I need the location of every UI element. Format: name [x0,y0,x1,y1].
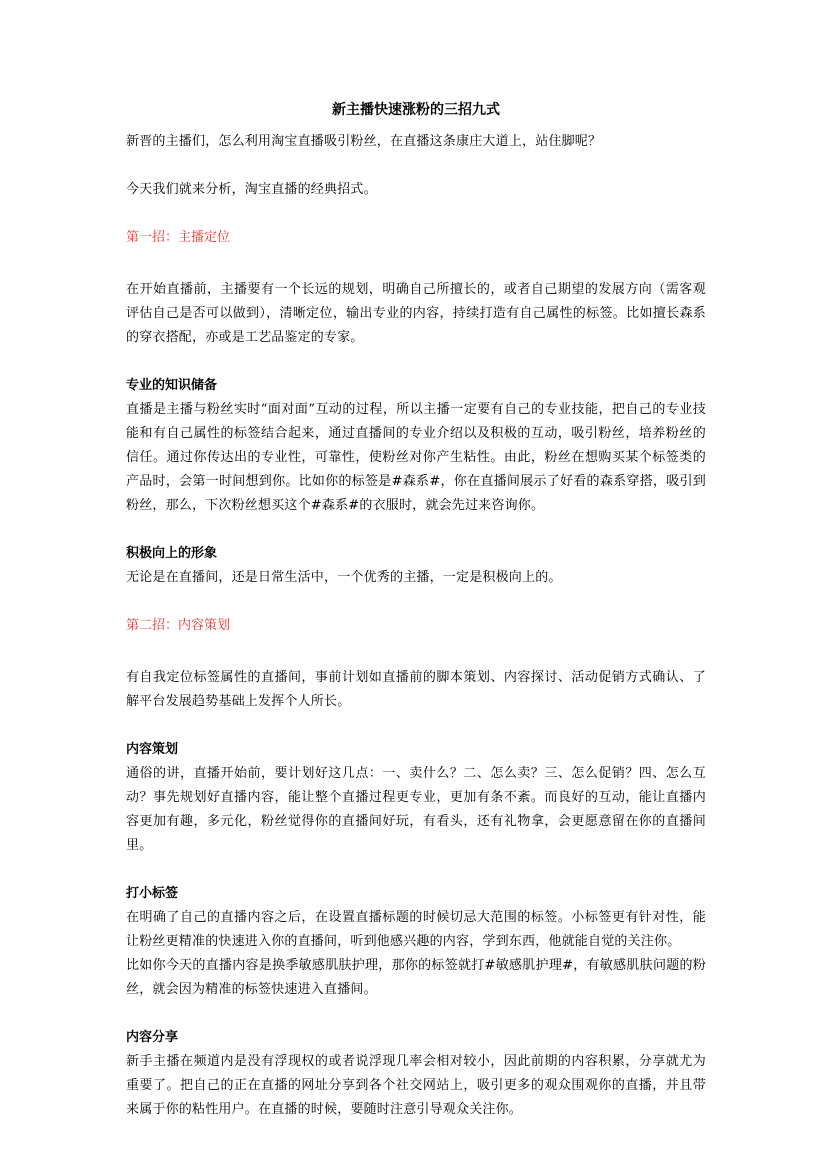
tags-body-1: 在明确了自己的直播内容之后，在设置直播标题的时候切忌大范围的标签。小标签更有针对性，能让粉丝更精准的快速进入你的直播间，听到他感兴趣的内容，学到东西，他就能自觉的关注你。 [126,910,706,949]
intro-paragraph-2: 今天我们就来分析，淘宝直播的经典招式。 [126,182,377,197]
tags-body-2: 比如你今天的直播内容是换季敏感肌肤护理，那你的标签就打#敏感肌护理#，有敏感肌肤问题的粉丝，就会因为精准的标签快速进入直播间。 [126,958,706,997]
share-heading: 内容分享 [126,1030,179,1045]
move1-body: 在开始直播前，主播要有一个长远的规划，明确自己所擅长的，或者自己期望的发展方向（需客观评估自己是否可以做到），清晰定位，输出专业的内容，持续打造有自己属性的标签。比如擅长森系的穿衣搭配，亦或是工艺品鉴定的专家。 [126,282,706,345]
move2-body: 有自我定位标签属性的直播间，事前计划如直播前的脚本策划、内容探讨、活动促销方式确认、了解平台发展趋势基础上发挥个人所长。 [126,670,706,709]
planning-body: 通俗的讲，直播开始前，要计划好这几点：一、卖什么？二、怎么卖？三、怎么促销？四、怎么互动？事先规划好直播内容，能让整个直播过程更专业，更加有条不紊。而良好的互动，能让直播内容更加有趣，多元化，粉丝觉得你的直播间好玩，有看头，还有礼物拿，会更愿意留在你的直播间里。 [126,766,706,853]
document-page [126,98,706,1122]
knowledge-body: 直播是主播与粉丝实时“面对面”互动的过程，所以主播一定要有自己的专业技能，把自己的专业技能和有自己属性的标签结合起来，通过直播间的专业介绍以及积极的互动，吸引粉丝，培养粉丝的信任。通过你传达出的专业性，可靠性，使粉丝对你产生粘性。由此，粉丝在想购买某个标签类的产品时，会第一时间想到你。比如你的标签是#森系#，你在直播间展示了好看的森系穿搭，吸引到粉丝，那么，下次粉丝想买这个#森系#的衣服时，就会先过来咨询你。 [126,402,706,513]
knowledge-heading: 专业的知识储备 [126,378,218,393]
intro-paragraph-1: 新晋的主播们，怎么利用淘宝直播吸引粉丝，在直播这条康庄大道上，站住脚呢？ [126,134,602,149]
image-heading: 积极向上的形象 [126,546,218,561]
share-body: 新手主播在频道内是没有浮现权的或者说浮现几率会相对较小，因此前期的内容积累，分享就尤为重要了。把自己的正在直播的网址分享到各个社交网站上，吸引更多的观众围观你的直播，并且带来属于你的粘性用户。在直播的时候，要随时注意引导观众关注你。 [126,1054,706,1117]
image-body: 无论是在直播间，还是日常生活中，一个优秀的主播，一定是积极向上的。 [126,570,562,585]
planning-heading: 内容策划 [126,742,179,757]
move2-heading: 第二招：内容策划 [126,618,231,633]
tags-heading: 打小标签 [126,886,179,901]
move1-heading: 第一招：主播定位 [126,230,231,245]
document-title: 新主播快速涨粉的三招九式 [332,102,500,118]
